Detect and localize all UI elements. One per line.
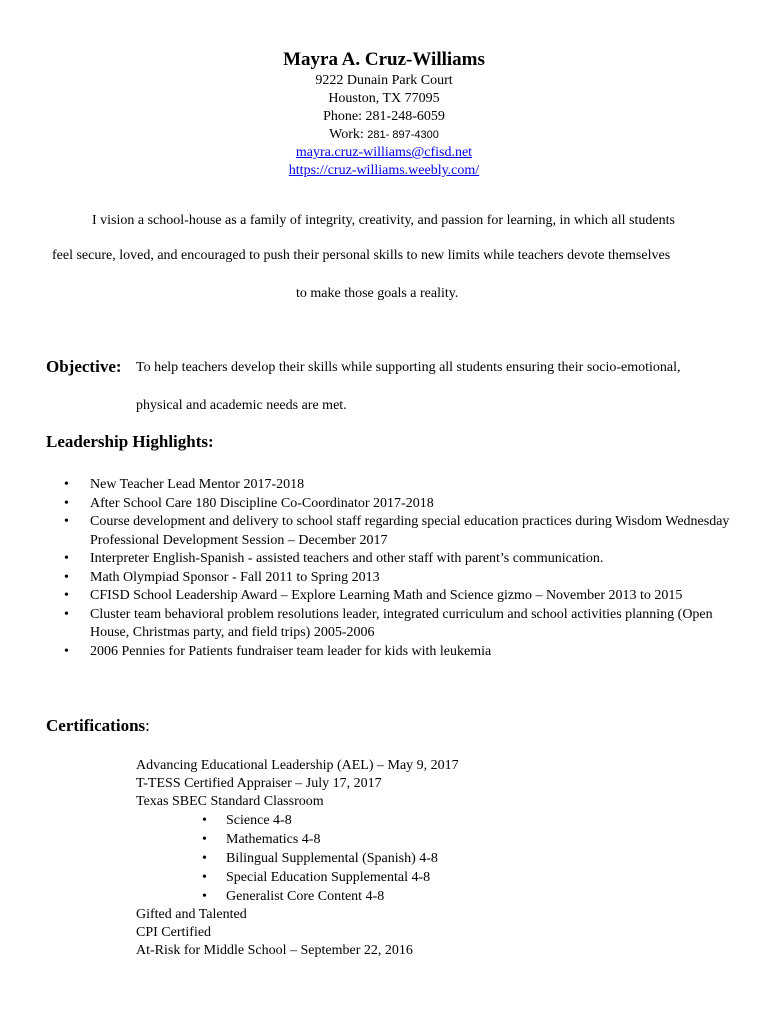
objective-label: Objective: [46,357,122,376]
cert-line: At-Risk for Middle School – September 22, 2016 [136,943,413,958]
cert-line: Advancing Educational Leadership (AEL) – May 9, 2017 [136,758,459,773]
certifications-title-colon: : [145,716,150,735]
address-line-1: 9222 Dunain Park Court [315,73,453,88]
list-item: • Cluster team behavioral problem resolutions leader, integrated curriculum and school activities planning (Open House, Christmas party, and field trips) 2005-2006 [62,606,732,643]
work-line [0,126,768,144]
vision-line-2: feel secure, loved, and encouraged to push their personal skills to new limits while teachers devote themselves [52,248,671,263]
list-item: • Math Olympiad Sponsor - Fall 2011 to Spring 2013 [62,569,732,588]
list-item: • CFISD School Leadership Award – Explore Learning Math and Science gizmo – November 2013 to 2015 [62,587,732,606]
list-item: • Bilingual Supplemental (Spanish) 4-8 [200,849,438,868]
phone-line: Phone: 281-248-6059 [323,109,445,124]
list-item: • Mathematics 4-8 [200,830,438,849]
contact-header [0,48,768,180]
cert-line: CPI Certified [136,925,212,940]
work-label: Work: [329,127,368,142]
certifications-title-text: Certifications [46,716,146,735]
list-item: • After School Care 180 Discipline Co-Coordinator 2017-2018 [62,495,732,514]
objective-line-1: To help teachers develop their skills while supporting all students ensuring their socio-emotional, [136,360,681,375]
list-item: • Science 4-8 [200,811,438,830]
vision-line-1: I vision a school-house as a family of integrity, creativity, and passion for learning, in which all students [92,213,675,228]
leadership-title: Leadership Highlights: [46,432,214,451]
list-item: • Interpreter English-Spanish - assisted teachers and other staff with parent’s communication. [62,550,732,569]
cert-line: Gifted and Talented [136,907,247,922]
objective-line-2: physical and academic needs are met. [136,398,347,413]
certifications-top [136,757,459,811]
website-link[interactable]: https://cruz-williams.weebly.com/ [288,163,480,178]
leadership-list [62,476,732,661]
work-number: 281- 897-4300 [367,129,439,141]
list-item: • Special Education Supplemental 4-8 [200,868,438,887]
vision-line-3: to make those goals a reality. [296,286,459,301]
list-item: • Generalist Core Content 4-8 [200,887,438,906]
email-link[interactable]: mayra.cruz-williams@cfisd.net [295,145,473,160]
list-item: • 2006 Pennies for Patients fundraiser team leader for kids with leukemia [62,643,732,662]
candidate-name: Mayra A. Cruz-Williams [283,49,485,70]
cert-line: T-TESS Certified Appraiser – July 17, 2017 [136,776,382,791]
certifications-bottom [136,906,413,960]
list-item: • New Teacher Lead Mentor 2017-2018 [62,476,732,495]
list-item: • Course development and delivery to school staff regarding special education practices during Wisdom Wednesday Professional Development Session – December 2017 [62,513,732,550]
certification-subjects [200,811,438,906]
certifications-title [46,716,150,736]
cert-line: Texas SBEC Standard Classroom [136,794,324,809]
address-line-2: Houston, TX 77095 [328,91,440,106]
